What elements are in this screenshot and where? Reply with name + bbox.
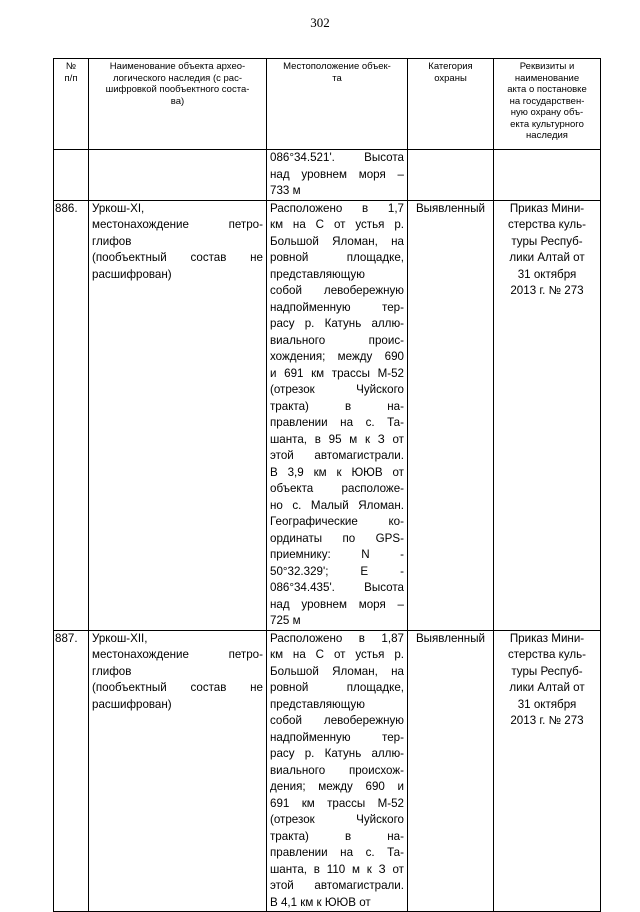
cell-text-line: Уркош-XI, [92, 201, 145, 215]
cell-text-line: Большой Яломан, на [270, 234, 404, 248]
cell-text-line: шанта, в 110 м к З от [270, 862, 404, 876]
cell-text-line: местонахождение петро- [92, 218, 263, 231]
cell-text-line: 733 м [270, 184, 301, 197]
heritage-registry-table [53, 58, 601, 912]
cell-text-line: (отрезок Чуйского [270, 813, 404, 826]
cell-object-name [89, 630, 267, 912]
cell-text-line: Большой Яломан, на [270, 664, 404, 678]
cell-text-line: расу р. Катунь аллю- [270, 317, 404, 330]
cell-text-line: наименование [514, 72, 580, 84]
cell-text-line: тракта) в на- [270, 829, 404, 843]
cell-text-line: ную охрану объ- [510, 107, 584, 118]
cell-requisites [494, 200, 601, 630]
cell-text-line: ва) [170, 95, 185, 107]
cell-num: 886. [54, 200, 89, 630]
cell-location [267, 150, 408, 201]
header-num [54, 59, 89, 150]
table-row [54, 150, 601, 201]
cell-text-line: стерства куль- [507, 648, 587, 661]
cell-text-line: дения; между 690 и [270, 780, 404, 793]
cell-text-line: км на С от устья р. [270, 648, 404, 661]
cell-text-line: (пообъектный состав не [92, 251, 263, 264]
cell-text-line: туры Респуб- [511, 664, 583, 678]
cell-num [54, 150, 89, 201]
cell-text-line: виального происхож- [270, 763, 404, 777]
cell-text-line: представляющую [270, 267, 365, 281]
cell-num: 887. [54, 630, 89, 912]
cell-text-line: 50°32.329'; Е - [270, 564, 404, 578]
cell-text-line: екта культурного [510, 118, 584, 130]
header-category [408, 59, 494, 150]
cell-text-line: Приказ Мини- [509, 631, 585, 645]
cell-text-line: охраны [434, 72, 467, 84]
cell-text-line: (пообъектный состав не [92, 681, 263, 694]
cell-text-line: В 4,1 км к ЮЮВ от [270, 895, 371, 909]
cell-text-line: 31 октября [517, 267, 577, 281]
cell-text-line: Расположено в 1,87 [270, 631, 404, 645]
cell-text-line: 691 км трассы М-52 [270, 796, 404, 810]
cell-text-line: Географические ко- [270, 515, 404, 528]
header-requisites [494, 59, 601, 150]
cell-text-line: ровной площадке, [270, 681, 404, 694]
cell-text-line: Категория [428, 61, 473, 72]
cell-text-line: Местоположение объек- [283, 61, 391, 72]
cell-text-line: наследия [526, 130, 568, 141]
table-header-row [54, 59, 601, 150]
cell-text-line: глифов [92, 664, 132, 678]
cell-text-line: этой автомагистрали. [270, 879, 404, 892]
cell-location [267, 630, 408, 912]
cell-text-line: шанта, в 95 м к З от [270, 432, 404, 446]
cell-text-line: 725 м [270, 614, 301, 627]
cell-text-line: над уровнем моря – [270, 597, 404, 611]
cell-text-line: туры Респуб- [511, 234, 583, 248]
cell-text-line: представляющую [270, 697, 365, 711]
cell-text-line: местонахождение петро- [92, 648, 263, 661]
cell-text-line: расшифрован) [92, 697, 172, 711]
table-row [54, 200, 601, 630]
cell-text-line: собой левобережную [270, 714, 404, 727]
cell-text-line: расшифрован) [92, 267, 172, 281]
cell-text-line: тракта) в на- [270, 399, 404, 413]
cell-category [408, 150, 494, 201]
cell-text-line: правлении на с. Та- [270, 416, 404, 429]
cell-requisites [494, 630, 601, 912]
cell-text-line: (отрезок Чуйского [270, 383, 404, 396]
cell-text-line: собой левобережную [270, 284, 404, 297]
cell-text-line: та [332, 72, 342, 84]
cell-text-line: Расположено в 1,7 [270, 201, 404, 215]
cell-text-line: объекта расположе- [270, 482, 404, 495]
cell-text-line: Наименование объекта архео- [109, 61, 246, 72]
cell-text-line: надпойменную тер- [270, 300, 404, 314]
cell-text-line: хождения; между 690 [270, 350, 404, 363]
cell-text-line: Уркош-XII, [92, 631, 148, 645]
cell-text-line: 086°34.435'. Высота [270, 581, 404, 594]
cell-text-line: шифровкой пообъектного соста- [105, 84, 250, 95]
cell-text-line: № [65, 61, 77, 72]
table-row [54, 630, 601, 912]
cell-text-line: виального проис- [270, 333, 404, 347]
cell-text-line: но с. Малый Яломан. [270, 498, 404, 512]
cell-text-line: км на С от устья р. [270, 218, 404, 231]
cell-text-line: и 691 км трассы М-52 [270, 366, 404, 380]
cell-text-line: глифов [92, 234, 132, 248]
cell-text-line: 2013 г. № 273 [510, 714, 584, 727]
cell-category: Выявленный [408, 200, 494, 630]
cell-text-line: 086°34.521'. Высота [270, 151, 404, 164]
cell-text-line: Приказ Мини- [509, 201, 585, 215]
cell-text-line: расу р. Катунь аллю- [270, 747, 404, 760]
cell-text-line: Реквизиты и [519, 61, 575, 72]
cell-text-line: 2013 г. № 273 [510, 284, 584, 297]
cell-object-name [89, 200, 267, 630]
cell-text-line: на государствен- [509, 95, 585, 107]
page-number: 302 [310, 15, 330, 30]
cell-requisites [494, 150, 601, 201]
cell-object-name [89, 150, 267, 201]
cell-category: Выявленный [408, 630, 494, 912]
cell-text-line: стерства куль- [507, 218, 587, 231]
cell-text-line: этой автомагистрали. [270, 449, 404, 462]
cell-text-line: лики Алтай от [509, 681, 585, 694]
cell-text-line: логического наследия (с рас- [113, 72, 242, 84]
header-location [267, 59, 408, 150]
header-name [89, 59, 267, 150]
cell-text-line: ровной площадке, [270, 251, 404, 264]
cell-text-line: приемнику: N - [270, 548, 404, 561]
cell-text-line: В 3,9 км к ЮЮВ от [270, 465, 404, 479]
cell-text-line: п/п [64, 72, 78, 84]
cell-text-line: акта о постановке [507, 84, 587, 95]
cell-text-line: ординаты по GPS- [270, 531, 404, 545]
cell-location [267, 200, 408, 630]
cell-text-line: 31 октября [517, 697, 577, 711]
cell-text-line: над уровнем моря – [270, 167, 404, 181]
cell-text-line: надпойменную тер- [270, 730, 404, 744]
cell-text-line: правлении на с. Та- [270, 846, 404, 859]
cell-text-line: лики Алтай от [509, 251, 585, 264]
